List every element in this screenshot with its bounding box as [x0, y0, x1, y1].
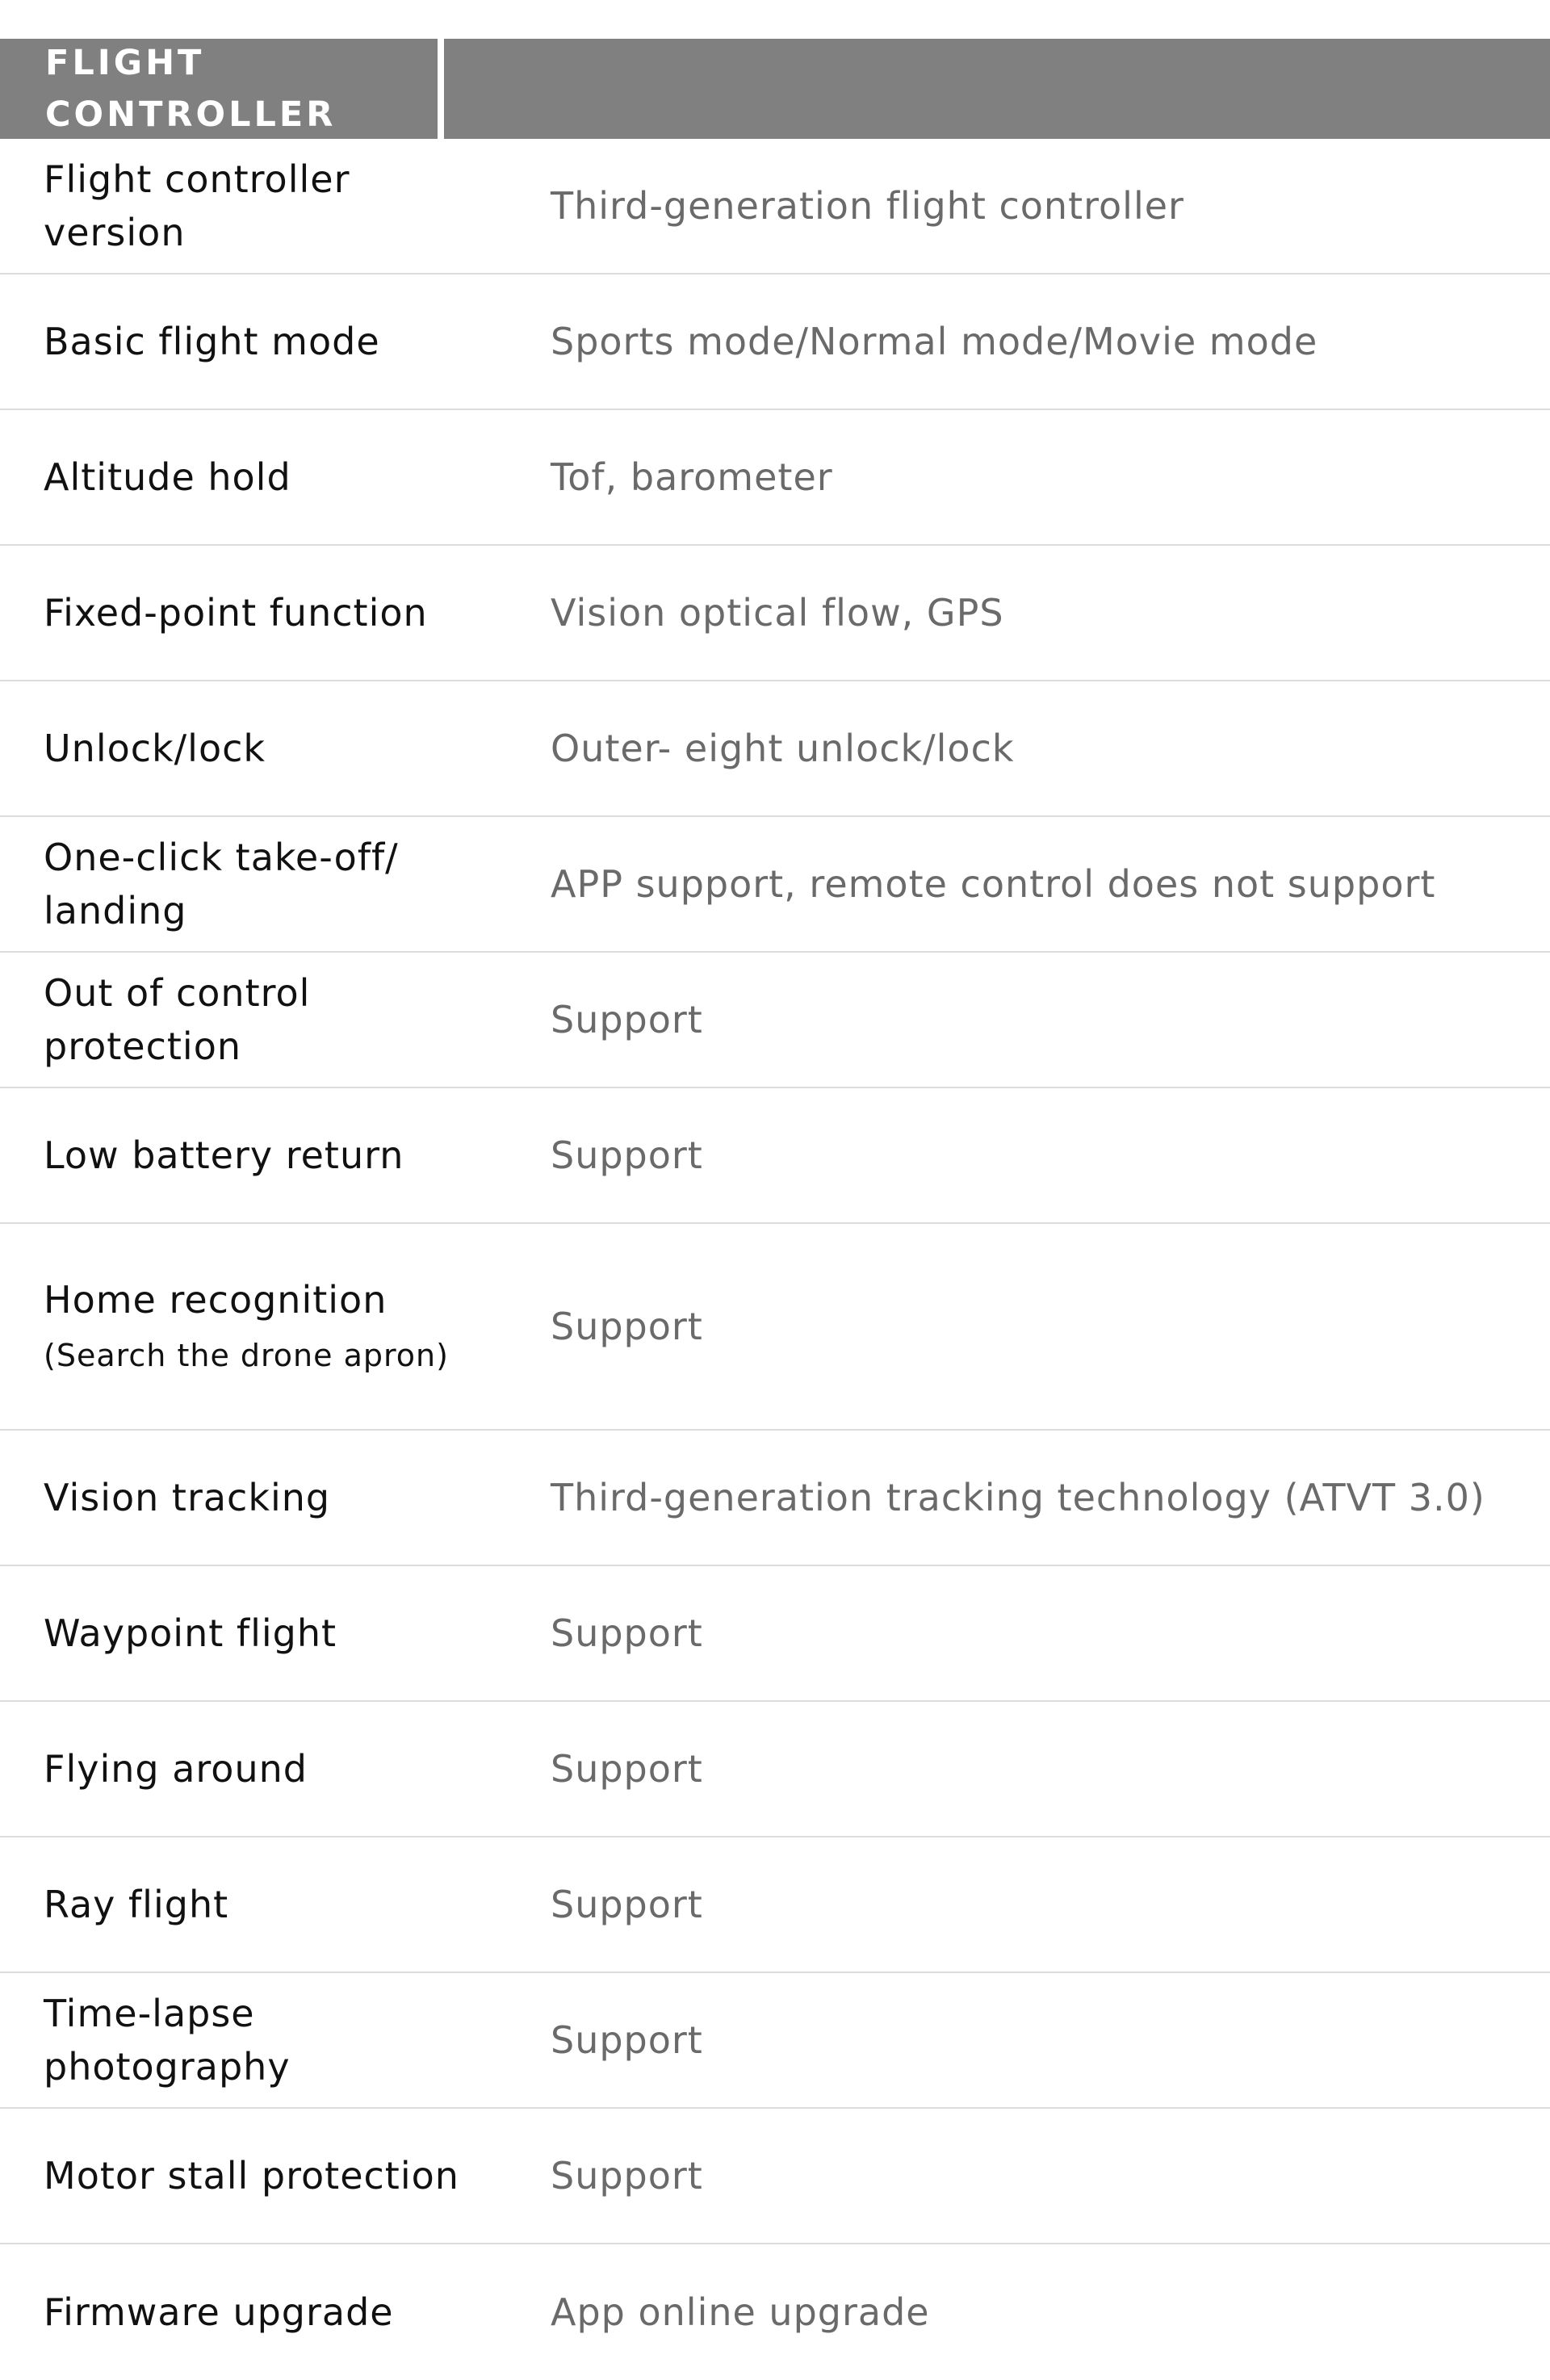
spec-label-text: Fixed-point function: [44, 591, 428, 635]
spec-label-text: Out of control protection: [44, 971, 311, 1068]
spec-row: [0, 1431, 1550, 1566]
spec-label: [0, 966, 551, 1073]
spec-label: [0, 1471, 551, 1524]
spec-row: [0, 1702, 1550, 1837]
spec-row: [0, 139, 1550, 274]
spec-value: Support: [551, 998, 703, 1041]
spec-label: [0, 450, 551, 504]
spec-value: App online upgrade: [551, 2290, 930, 2334]
spec-value: Support: [551, 1747, 703, 1791]
spec-value: Outer- eight unlock/lock: [551, 727, 1015, 770]
spec-label: [0, 1129, 551, 1182]
spec-label: [0, 586, 551, 639]
spec-table: [0, 139, 1550, 2380]
spec-row: [0, 681, 1550, 817]
spec-value: Tof, barometer: [551, 455, 833, 499]
spec-label: [0, 1987, 551, 2093]
spec-value: APP support, remote control does not support: [551, 862, 1436, 906]
spec-row: [0, 2244, 1550, 2380]
spec-value: Support: [551, 1305, 703, 1348]
spec-value: Support: [551, 1883, 703, 1926]
spec-label: [0, 2149, 551, 2202]
spec-sheet: [0, 39, 1550, 2380]
spec-row: [0, 1837, 1550, 1973]
spec-row: [0, 817, 1550, 953]
spec-value: Support: [551, 2154, 703, 2198]
spec-row: [0, 953, 1550, 1088]
spec-row: [0, 1088, 1550, 1224]
spec-value: Support: [551, 1611, 703, 1655]
section-header: [0, 39, 1550, 139]
spec-value: Vision optical flow, GPS: [551, 591, 1004, 635]
spec-label-text: Home recognition: [44, 1278, 388, 1322]
spec-value: Third-generation tracking technology (ATVT 3.0): [551, 1476, 1485, 1519]
spec-label: [0, 315, 551, 368]
spec-row: [0, 274, 1550, 410]
spec-label-text: Low battery return: [44, 1133, 404, 1177]
spec-label-text: Time-lapse photography: [44, 1992, 291, 2089]
spec-value: Support: [551, 2018, 703, 2062]
spec-row: [0, 1566, 1550, 1702]
spec-label: [0, 1878, 551, 1931]
spec-label-text: Ray flight: [44, 1883, 229, 1926]
spec-label-text: Waypoint flight: [44, 1611, 337, 1655]
spec-label-text: Flying around: [44, 1747, 308, 1791]
section-title: FLIGHT CONTROLLER: [45, 43, 337, 135]
spec-label: [0, 831, 551, 937]
spec-label: [0, 1607, 551, 1660]
spec-label-text: Unlock/lock: [44, 727, 266, 770]
spec-label-text: Vision tracking: [44, 1476, 331, 1519]
spec-row: [0, 1973, 1550, 2109]
header-bar: [444, 39, 1550, 139]
spec-label-text: Basic flight mode: [44, 320, 380, 363]
spec-label-text: Motor stall protection: [44, 2154, 459, 2198]
spec-label: [0, 2286, 551, 2339]
spec-row: [0, 2109, 1550, 2244]
spec-label-text: Flight controller version: [44, 157, 350, 254]
spec-sublabel: (Search the drone apron): [44, 1338, 449, 1373]
spec-value: Support: [551, 1133, 703, 1177]
spec-row: [0, 410, 1550, 546]
spec-label-text: Altitude hold: [44, 455, 291, 499]
spec-label-text: One-click take-off/ landing: [44, 836, 399, 932]
header-divider: [438, 39, 444, 139]
spec-row: [0, 1224, 1550, 1431]
spec-label: [0, 1273, 551, 1380]
spec-label: [0, 1742, 551, 1795]
spec-label-text: Firmware upgrade: [44, 2290, 394, 2334]
spec-value: Sports mode/Normal mode/Movie mode: [551, 320, 1318, 363]
spec-label: [0, 153, 551, 259]
spec-value: Third-generation flight controller: [551, 184, 1184, 228]
spec-label: [0, 722, 551, 775]
spec-row: [0, 546, 1550, 681]
